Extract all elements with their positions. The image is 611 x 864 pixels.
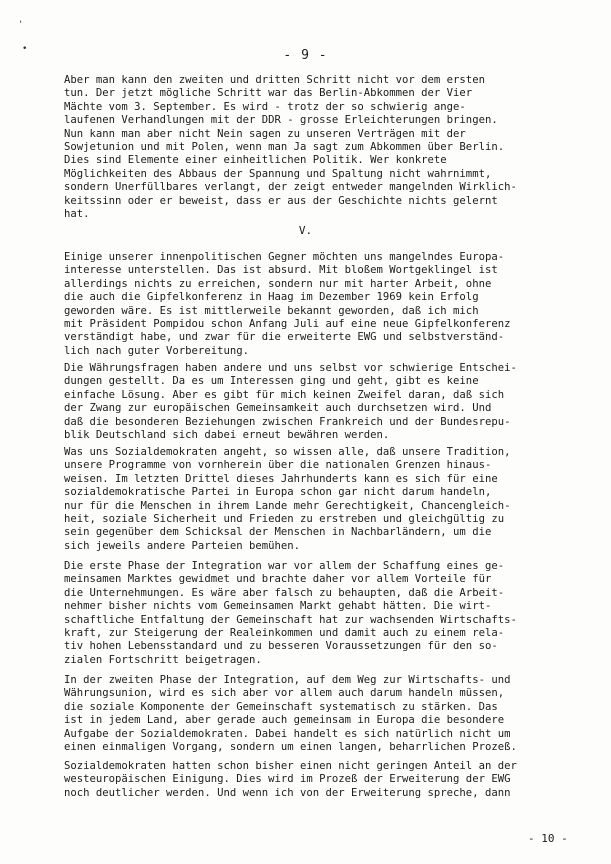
scan-mark: ' — [18, 20, 24, 30]
paragraph-5: Die erste Phase der Integration war vor allem der Schaffung eines ge- meinsamen Marktes gewidmet und brachte daher vor allem Vorteile für die Unternehmungen. Es wäre aber falsch zu behaupten, daß die Arbeit- nehmer bisher nichts vom Gemeinsamen Markt gehabt hätten. Die wirt- schaftliche Entfaltung der Gemeinschaft hat zur wachsenden Wirtschafts- kraft, zur Steigerung der Realeinkommen und damit auch zu einem rela- tiv hohen Lebensstandard und zu besseren Voraussetzungen für den so- zialen Fortschritt beigetragen. — [64, 560, 517, 666]
scan-mark: • — [22, 44, 28, 54]
section-heading: V. — [298, 224, 313, 237]
paragraph-4: Was uns Sozialdemokraten angeht, so wissen alle, daß unsere Tradition, unsere Programme von vornherein über die nationalen Grenzen hinaus- weisen. Im letzten Drittel dieses Jahrhunderts kann es sich für eine sozialdemokratische Partei in Europa schon gar nicht darum handeln, nur für die Menschen in ihrem Lande mehr Gerechtigkeit, Chancengleich- heit, soziale Sicherheit und Frieden zu erstreben und gleichgültig zu sein gegenüber dem Schicksal der Menschen in Nachbarländern, um die sich jeweils andere Parteien bemühen. — [64, 446, 511, 552]
paragraph-6: In der zweiten Phase der Integration, auf dem Weg zur Wirtschafts- und Währungsunion, wird es sich aber vor allem auch darum handeln müssen, die soziale Komponente der Gemeinschaft systematisch zu stärken. Das ist in jedem Land, aber gerade auch gemeinsam in Europa die besondere Aufgabe der Sozialdemokraten. Dabei handelt es sich natürlich nicht um einen einmaligen Vorgang, sondern um einen langen, beharrlichen Prozeß. — [64, 674, 517, 754]
page-number: - 9 - — [283, 48, 328, 63]
paragraph-2: Einige unserer innenpolitischen Gegner möchten uns mangelndes Europa- interesse unterstellen. Das ist absurd. Mit bloßem Wortgeklingel ist allerdings nichts zu erreichen, sondern nur mit harter Arbeit, ohne die auch die Gipfelkonferenz in Haag im Dezember 1969 kein Erfolg geworden wäre. Es ist mittlerweile bekannt geworden, daß ich mich mit Präsident Pompidou schon Anfang Juli auf eine neue Gipfelkonferenz verständigt habe, und zwar für die erweiterte EWG und selbstverständ- lich nach guter Vorbereitung. — [64, 251, 511, 357]
paragraph-1: Aber man kann den zweiten und dritten Schritt nicht vor dem ersten tun. Der jetzt mögliche Schritt war das Berlin-Abkommen der Vier Mächte vom 3. September. Es wird - trotz der so schwierig ange- laufenen Verhandlungen mit der DDR - grosse Erleichterungen bringen. Nun kann man aber nicht Nein sagen zu unseren Verträgen mit der Sowjetunion und mit Polen, wenn man Ja sagt zum Abkommen über Berlin. Dies sind Elemente einer einheitlichen Politik. Wer konkrete Möglichkeiten des Abbaus der Spannung und Spaltung nicht wahrnimmt, sondern Unerfüllbares verlangt, der zeigt entweder mangelnden Wirklich- keitssinn oder er beweist, dass er aus der Geschichte nichts gelernt hat. — [64, 74, 517, 221]
paragraph-7: Sozialdemokraten hatten schon bisher einen nicht geringen Anteil an der westeuropäischen Einigung. Dies wird im Prozeß der Erweiterung der EWG noch deutlicher werden. Und wenn ich von der Erweiterung spreche, dann — [64, 760, 517, 799]
continuation-marker: - 10 - — [528, 832, 568, 845]
paragraph-3: Die Währungsfragen haben andere und uns selbst vor schwierige Entschei- dungen gestellt. Da es um Interessen ging und geht, gibt es keine einfache Lösung. Aber es gibt für mich keinen Zweifel daran, daß sich der Zwang zur europäischen Gemeinsamkeit auch durchsetzen wird. Und daß die besonderen Beziehungen zwischen Frankreich und der Bundesrepu- blik Deutschland sich dabei erneut bewähren werden. — [64, 362, 517, 442]
